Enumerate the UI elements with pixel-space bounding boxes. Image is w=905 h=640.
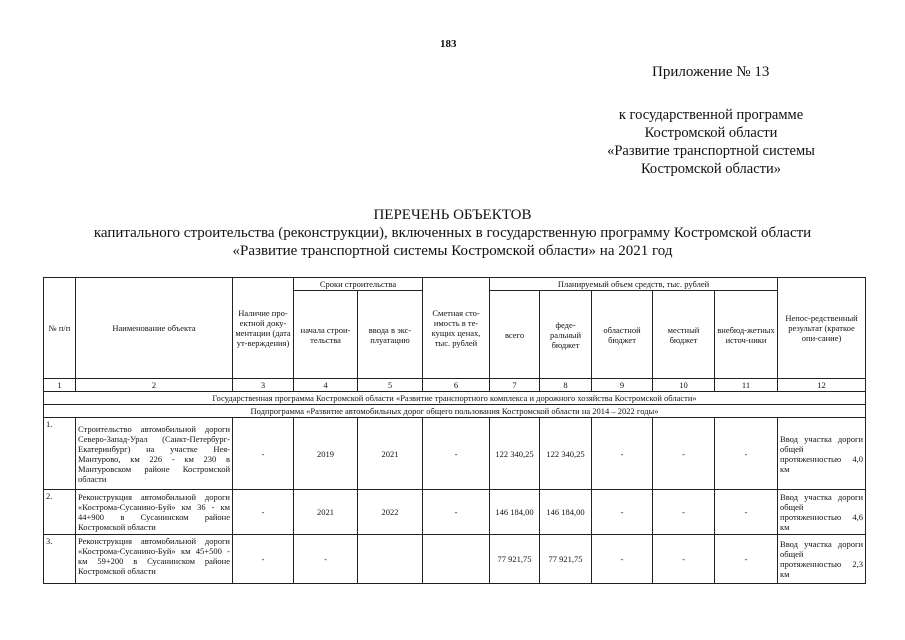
- header-volume-group: Планируемый объем средств, тыс. рублей: [490, 278, 778, 291]
- subprogram-title: Подпрограмма «Развитие автомобильных дорог общего пользования Костромской области на 2014 – 2022 годы»: [44, 405, 866, 418]
- extra-amount: -: [715, 490, 778, 535]
- program-row: [44, 392, 866, 405]
- result-cell: Ввод участка дороги общей протяженностью 4,6 км: [778, 490, 866, 535]
- column-number: 4: [294, 379, 358, 392]
- estimate-cell: [423, 535, 490, 584]
- commission-year: [358, 535, 423, 584]
- program-reference: [596, 106, 826, 178]
- extra-amount: -: [715, 535, 778, 584]
- program-reference-line: Костромской области: [644, 125, 778, 141]
- header-regional: областной бюджет: [592, 291, 653, 379]
- regional-amount: -: [592, 418, 653, 490]
- federal-amount: 77 921,75: [540, 535, 592, 584]
- object-name: Реконструкция автомобильной дороги «Кострома-Сусанино-Буй» км 36 - км 44+900 в Сусанинском районе Костромской области: [76, 490, 233, 535]
- page-number: 183: [440, 38, 457, 50]
- total-amount: 146 184,00: [490, 490, 540, 535]
- object-name: Реконструкция автомобильной дороги «Кострома-Сусанино-Буй» км 45+500 - км 59+200 в Сусанинском районе Костромской области: [76, 535, 233, 584]
- column-number: 8: [540, 379, 592, 392]
- estimate-cell: -: [423, 490, 490, 535]
- local-amount: -: [653, 490, 715, 535]
- program-title: Государственная программа Костромской области «Развитие транспортного комплекса и дорожного хозяйства Костромской области»: [44, 392, 866, 405]
- column-number: 1: [44, 379, 76, 392]
- table-row: [44, 418, 866, 490]
- federal-amount: 122 340,25: [540, 418, 592, 490]
- header-total: всего: [490, 291, 540, 379]
- commission-year: 2022: [358, 490, 423, 535]
- column-number: 2: [76, 379, 233, 392]
- local-amount: -: [653, 418, 715, 490]
- header-name: Наименование объекта: [76, 278, 233, 379]
- extra-amount: -: [715, 418, 778, 490]
- row-num: 2.: [44, 490, 76, 535]
- header-extra: внебюд-жетных источ-ники: [715, 291, 778, 379]
- local-amount: -: [653, 535, 715, 584]
- header-start: начала строи-тельства: [294, 291, 358, 379]
- program-reference-line: к государственной программе: [618, 107, 804, 123]
- start-year: 2019: [294, 418, 358, 490]
- regional-amount: -: [592, 535, 653, 584]
- header-row-groups: [44, 278, 866, 291]
- table-row: [44, 535, 866, 584]
- header-docs: Наличие про-ектной доку-ментации (дата ут-верждения): [233, 278, 294, 379]
- subprogram-row: [44, 405, 866, 418]
- estimate-cell: -: [423, 418, 490, 490]
- column-number: 5: [358, 379, 423, 392]
- regional-amount: -: [592, 490, 653, 535]
- column-number: 11: [715, 379, 778, 392]
- result-cell: Ввод участка дороги общей протяженностью 2,3 км: [778, 535, 866, 584]
- column-number: 10: [653, 379, 715, 392]
- column-numbers-row: [44, 379, 866, 392]
- title-line: «Развитие транспортной системы Костромской области» на 2021 год: [232, 243, 673, 259]
- federal-amount: 146 184,00: [540, 490, 592, 535]
- row-num: 1.: [44, 418, 76, 490]
- column-number: 9: [592, 379, 653, 392]
- appendix-number: Приложение № 13: [652, 64, 770, 80]
- title-line: капитального строительства (реконструкции), включенных в государственную программу Костромской области: [93, 225, 812, 241]
- column-number: 6: [423, 379, 490, 392]
- start-year: -: [294, 535, 358, 584]
- docs-cell: -: [233, 535, 294, 584]
- program-reference-line: «Развитие транспортной системы: [607, 143, 815, 159]
- docs-cell: -: [233, 418, 294, 490]
- docs-cell: -: [233, 490, 294, 535]
- program-reference-line: Костромской области»: [640, 161, 781, 177]
- header-num: № п/п: [44, 278, 76, 379]
- title-line: ПЕРЕЧЕНЬ ОБЪЕКТОВ: [373, 207, 532, 223]
- column-number: 3: [233, 379, 294, 392]
- total-amount: 77 921,75: [490, 535, 540, 584]
- header-local: местный бюджет: [653, 291, 715, 379]
- header-estimate: Сметная сто-имость в те-кущих ценах, тыс. рублей: [423, 278, 490, 379]
- start-year: 2021: [294, 490, 358, 535]
- header-federal: феде-ральный бюджет: [540, 291, 592, 379]
- column-number: 12: [778, 379, 866, 392]
- total-amount: 122 340,25: [490, 418, 540, 490]
- object-name: Строительство автомобильной дороги Северо-Запад-Урал (Санкт-Петербург-Екатеринбург) на участке Нея-Мантурово, км 226 - км 230 в Мантуровском районе Костромской области: [76, 418, 233, 490]
- header-terms-group: Сроки строительства: [294, 278, 423, 291]
- objects-table: [43, 277, 866, 584]
- table-row: [44, 490, 866, 535]
- document-title: [40, 206, 865, 260]
- result-cell: Ввод участка дороги общей протяженностью 4,0 км: [778, 418, 866, 490]
- header-result: Непос-редственный результат (краткое опи-сание): [778, 278, 866, 379]
- header-commission: ввода в экс-плуатацию: [358, 291, 423, 379]
- column-number: 7: [490, 379, 540, 392]
- commission-year: 2021: [358, 418, 423, 490]
- row-num: 3.: [44, 535, 76, 584]
